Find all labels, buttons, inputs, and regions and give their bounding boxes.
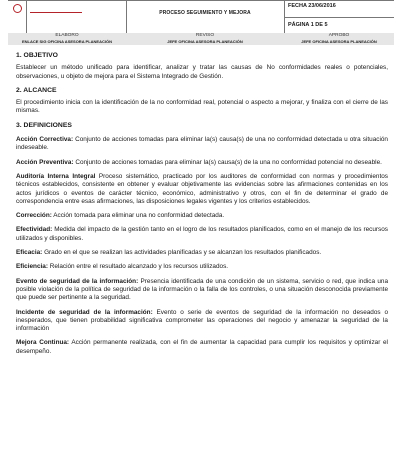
- definition-text: Acción permanente realizada, con el fin de aumentar la capacidad para cumplir los requisitos y optimizar el desempeño.: [16, 339, 388, 355]
- page-number: PÁGINA 1 DE 5: [288, 22, 328, 28]
- section-title-objetivo: 1. OBJETIVO: [16, 52, 58, 59]
- definition-text: Presencia identificada de una condición de un sistema, servicio o red, que indica una posible violación de la política de seguridad de la información o la falla de los controles, o una situación desconocida previamente que puede ser pertinente a la seguridad.: [16, 277, 388, 302]
- definition-item: [16, 249, 388, 257]
- definition-term: Auditoría Interna Integral: [16, 172, 96, 180]
- definition-term: Evento de seguridad de la información:: [16, 277, 139, 285]
- definition-item: [16, 278, 388, 303]
- logo-underline: [30, 12, 82, 13]
- objetivo-text: Establecer un método unificado para identificar, analizar y tratar las causas de No conformidades reales o potenciales, observaciones, u objeto de mejora para el Sistema Integrado de Gestión.: [16, 64, 388, 80]
- elaboro-label: ELABORO: [55, 33, 79, 38]
- divider: [26, 0, 27, 33]
- definition-item: [16, 173, 388, 206]
- process-title: PROCESO SEGUIMIENTO Y MEJORA: [159, 10, 251, 16]
- divider: [8, 0, 394, 1]
- definition-text: Conjunto de acciones tomadas para eliminar la(s) causa(s) de la una no conformidad potencial no deseable.: [73, 158, 382, 166]
- section-title-alcance: 2. ALCANCE: [16, 86, 57, 94]
- definition-item: [16, 309, 388, 334]
- logo-seal-icon: [13, 4, 22, 13]
- definition-text: Grado en el que se realizan las actividades planificadas y se alcanzan los resultados planificados.: [42, 249, 322, 257]
- document-header: [8, 0, 394, 45]
- definition-term: Mejora Continua:: [16, 339, 70, 347]
- definition-item: [16, 226, 388, 243]
- definition-term: Eficiencia:: [16, 263, 48, 271]
- aprobo-label: APROBO: [328, 33, 350, 38]
- definition-text: Evento o serie de eventos de seguridad de la información no deseados o inesperados, que tienen probabilidad significativa comprometer las operaciones del negocio y amenazar la seguridad de la información: [16, 308, 388, 333]
- definition-item: [16, 136, 388, 153]
- definition-item: [16, 159, 388, 167]
- alcance-text: El procedimiento inicia con la identificación de la no conformidad real, potencial o aspecto a mejorar, y finaliza con el cierre de las mismas.: [16, 99, 388, 115]
- section-title-definiciones: 3. DEFINICIONES: [16, 121, 72, 129]
- definition-term: Corrección:: [16, 212, 52, 220]
- definition-term: Acción Preventiva:: [16, 158, 74, 166]
- aprobo-value: JEFE OFICINA ASESORA PLANEACIÓN: [301, 39, 377, 44]
- definition-term: Incidente de seguridad de la información:: [16, 308, 153, 316]
- definition-text: Medida del impacto de la gestión tanto en el logro de los resultados planificados, como en el manejo de los recursos utilizados y disponibles.: [16, 226, 388, 242]
- definition-item: [16, 212, 388, 220]
- signature-row: [8, 33, 394, 45]
- definition-term: Eficacia:: [16, 249, 43, 257]
- date-label: FECHA 23/06/2016: [288, 3, 336, 9]
- reviso-value: JEFE OFICINA ASESORA PLANEACIÓN: [167, 39, 243, 44]
- document-body: [16, 52, 388, 362]
- elaboro-value: ENLACE SIG OFICINA ASESORA PLANEACIÓN: [21, 39, 112, 44]
- definition-item: [16, 263, 388, 271]
- definition-text: Proceso sistemático, practicado por los auditores de conformidad con normas y procedimientos técnicos establecidos, consistente en obtener y evaluar objetivamente las evidencias sobre las afirmaciones contenidas en los actos jurídicos o eventos de carácter técnico, económico, administrativo y otros, con el fin de determinar el grado de correspondencia entre esas afirmaciones, las disposiciones legales vigentes y los criterios establecidos.: [16, 172, 388, 205]
- logo-cell: [8, 0, 26, 17]
- reviso-label: REVISO: [195, 33, 215, 38]
- definition-text: Acción tomada para eliminar una no conformidad detectada.: [51, 212, 225, 220]
- definition-item: [16, 339, 388, 356]
- definition-text: Relación entre el resultado alcanzado y los recursos utilizados.: [47, 263, 229, 271]
- divider: [284, 17, 394, 18]
- definition-term: Acción Correctiva:: [16, 136, 74, 144]
- definition-term: Efectividad:: [16, 226, 53, 234]
- definition-text: Conjunto de acciones tomadas para eliminar la(s) causa(s) de una no conformidad detectada u otra situación indeseable.: [16, 136, 388, 152]
- divider: [126, 0, 127, 33]
